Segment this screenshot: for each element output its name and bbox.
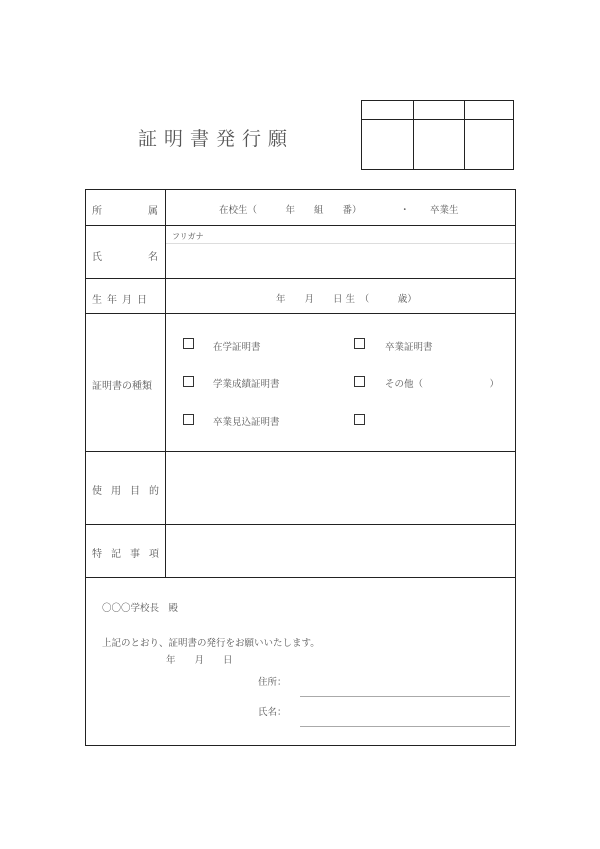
option-enrollment: 在学証明書 xyxy=(213,342,261,353)
option-transcript: 学業成績証明書 xyxy=(213,379,280,390)
birthdate-row xyxy=(86,279,515,314)
name-label xyxy=(92,248,158,263)
notes-label: 特記事項 xyxy=(92,549,168,560)
purpose-label: 使用目的 xyxy=(92,486,168,497)
request-date[interactable]: 年 月 日 xyxy=(166,655,233,666)
birthdate-label: 生年月日 xyxy=(92,295,152,306)
stamp-divider xyxy=(464,101,465,169)
request-letter xyxy=(86,578,515,746)
checkbox-graduation[interactable] xyxy=(354,338,365,349)
option-expected-graduation: 卒業見込証明書 xyxy=(213,417,280,428)
current-student-field[interactable]: 在校生（ 年 組 番） xyxy=(219,205,362,216)
affiliation-row xyxy=(86,190,515,226)
label-char: 名 xyxy=(148,252,158,263)
name-field[interactable] xyxy=(166,244,515,278)
affiliation-label xyxy=(92,202,158,217)
notes-field[interactable] xyxy=(166,525,515,577)
label-char: 氏 xyxy=(92,252,102,263)
option-graduation: 卒業証明書 xyxy=(385,342,433,353)
label-char: 所 xyxy=(92,206,102,217)
affiliation-separator: ・ xyxy=(400,205,410,216)
signature-name-label: 氏名： xyxy=(258,707,287,718)
certificate-request-form xyxy=(85,189,516,746)
approval-stamp-box xyxy=(361,100,514,170)
label-char: 属 xyxy=(148,206,158,217)
address-label: 住所： xyxy=(258,677,287,688)
cert-type-label: 証明書の種類 xyxy=(92,381,152,392)
addressee: 〇〇〇学校長 殿 xyxy=(102,603,179,614)
checkbox-expected-graduation[interactable] xyxy=(183,414,194,425)
purpose-field[interactable] xyxy=(166,452,515,524)
address-input-line[interactable] xyxy=(300,696,510,697)
stamp-header-line xyxy=(362,119,513,120)
checkbox-transcript[interactable] xyxy=(183,376,194,387)
document-title: 証明書発行願 xyxy=(138,128,295,150)
purpose-row xyxy=(86,452,515,525)
checkbox-other[interactable] xyxy=(354,376,365,387)
graduate-option[interactable]: 卒業生 xyxy=(430,205,459,216)
name-input-line[interactable] xyxy=(300,726,510,727)
stamp-divider xyxy=(413,101,414,169)
name-row xyxy=(86,226,515,279)
checkbox-blank[interactable] xyxy=(354,414,365,425)
birthdate-field[interactable]: 年 月 日 生 （ 歳） xyxy=(276,294,417,305)
request-sentence: 上記のとおり、証明書の発行をお願いいたします。 xyxy=(102,638,320,649)
option-other: その他（ ） xyxy=(385,379,500,390)
notes-row xyxy=(86,525,515,578)
furigana-label: フリガナ xyxy=(172,232,204,241)
checkbox-enrollment[interactable] xyxy=(183,338,194,349)
cert-type-row xyxy=(86,314,515,452)
